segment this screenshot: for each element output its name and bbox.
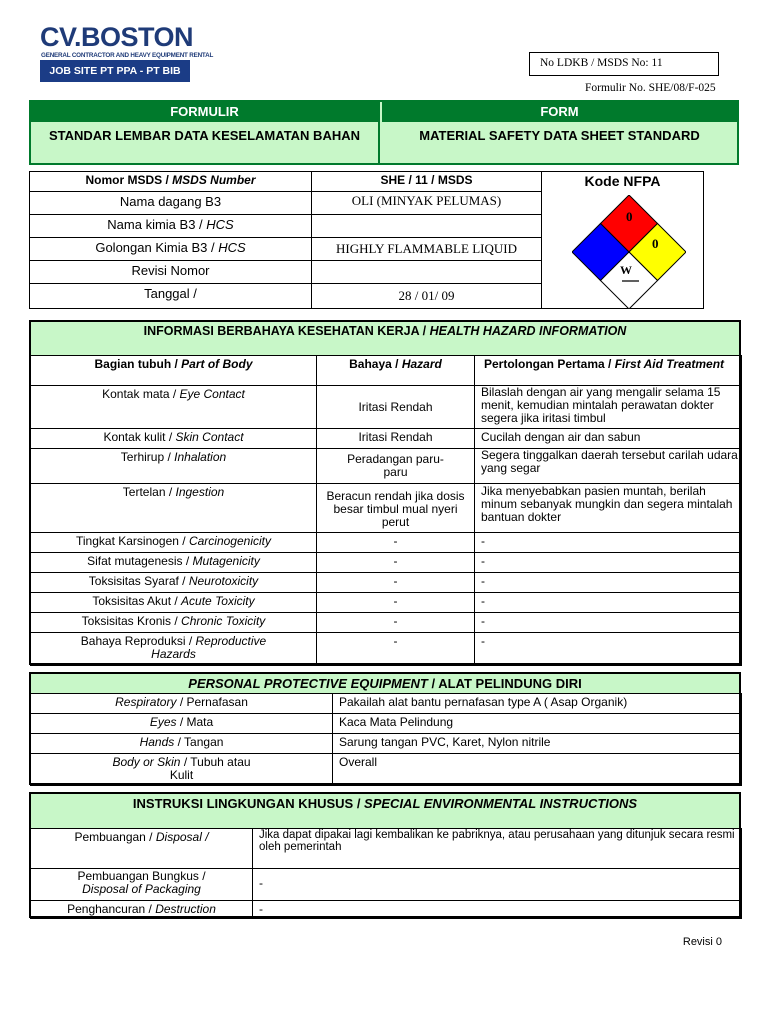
- aid-cell: Bilaslah dengan air yang mengalir selama 15 menit, kemudian mintalah perawatan dokter segera jika iritasi timbul: [475, 386, 742, 429]
- msds-number-label: Nomor MSDS / MSDS Number: [30, 172, 312, 192]
- header-right-title: MATERIAL SAFETY DATA SHEET STANDARD: [419, 128, 700, 143]
- env-value: -: [253, 869, 742, 901]
- company-logo: [40, 22, 214, 88]
- hazard-cell: Iritasi Rendah: [317, 429, 475, 449]
- hazard-cell: Iritasi Rendah: [317, 386, 475, 429]
- environmental-section: [29, 792, 741, 918]
- table-row: [31, 754, 742, 786]
- table-row: [31, 869, 742, 901]
- header-left-caption: FORMULIR: [31, 102, 378, 122]
- ldkb-number-box: No LDKB / MSDS No: 11: [529, 52, 719, 76]
- hazard-cell: -: [317, 593, 475, 613]
- aid-cell: Cucilah dengan air dan sabun: [475, 429, 742, 449]
- env-label: Pembuangan / Disposal /: [31, 829, 253, 869]
- aid-cell: Jika menyebabkan pasien muntah, berilah minum sebanyak mungkin dan segera mintalah bantuan dokter: [475, 484, 742, 533]
- ppe-value: Kaca Mata Pelindung: [333, 714, 742, 734]
- header-left-title: STANDAR LEMBAR DATA KESELAMATAN BAHAN: [48, 128, 360, 143]
- part-cell: Kontak kulit / Skin Contact: [31, 429, 317, 449]
- col-header-part: Bagian tubuh / Part of Body: [31, 356, 317, 386]
- table-row: [31, 386, 742, 429]
- header-left: [31, 102, 380, 163]
- table-row: [31, 553, 742, 573]
- table-row: [31, 593, 742, 613]
- env-label: Pembuangan Bungkus / Disposal of Packaging: [31, 869, 253, 901]
- ppe-value: Pakailah alat bantu pernafasan type A ( Asap Organik): [333, 694, 742, 714]
- header-right-caption: FORM: [382, 102, 737, 122]
- msds-row-value: HIGHLY FLAMMABLE LIQUID: [312, 238, 542, 261]
- hazard-cell: Beracun rendah jika dosis besar timbul mual nyeri perut: [317, 484, 475, 533]
- hazard-cell: -: [317, 533, 475, 553]
- part-cell: Tertelan / Ingestion: [31, 484, 317, 533]
- col-header-hazard: Bahaya / Hazard: [317, 356, 475, 386]
- table-row: [31, 694, 742, 714]
- hazard-cell: -: [317, 553, 475, 573]
- aid-cell: -: [475, 553, 742, 573]
- health-hazard-title: INFORMASI BERBAHAYA KESEHATAN KERJA / HEALTH HAZARD INFORMATION: [31, 322, 739, 356]
- table-row: [31, 829, 742, 869]
- aid-cell: Segera tinggalkan daerah tersebut carilah udara yang segar: [475, 449, 742, 484]
- ppe-table: [30, 693, 742, 786]
- health-hazard-section: [29, 320, 741, 665]
- ppe-title: PERSONAL PROTECTIVE EQUIPMENT / ALAT PELINDUNG DIRI: [31, 674, 739, 694]
- col-header-aid: Pertolongan Pertama / First Aid Treatment: [475, 356, 742, 386]
- revision-footer: Revisi 0: [682, 936, 722, 948]
- form-number: Formulir No. SHE/08/F-025: [585, 82, 716, 94]
- msds-number-value: SHE / 11 / MSDS: [312, 172, 542, 192]
- logo-site-banner: JOB SITE PT PPA - PT BIB: [40, 60, 190, 82]
- table-row: [31, 734, 742, 754]
- part-cell: Sifat mutagenesis / Mutagenicity: [31, 553, 317, 573]
- nfpa-label: Kode NFPA: [584, 173, 661, 189]
- msds-row-value: 28 / 01/ 09: [312, 284, 542, 309]
- env-label: Penghancuran / Destruction: [31, 901, 253, 919]
- msds-row-label: Revisi Nomor: [30, 261, 312, 284]
- aid-cell: -: [475, 633, 742, 666]
- part-cell: Kontak mata / Eye Contact: [31, 386, 317, 429]
- nfpa-special-value: W: [620, 263, 632, 277]
- environmental-table: [30, 828, 742, 919]
- table-row: [31, 533, 742, 553]
- msds-row-label: Tanggal /: [30, 284, 312, 309]
- nfpa-fire-value: 0: [626, 209, 633, 224]
- msds-row-label: Nama dagang B3: [30, 192, 312, 215]
- logo-tagline: GENERAL CONTRACTOR AND HEAVY EQUIPMENT RENTAL: [41, 52, 214, 59]
- msds-row-value: [312, 215, 542, 238]
- part-cell: Tingkat Karsinogen / Carcinogenicity: [31, 533, 317, 553]
- env-value: -: [253, 901, 742, 919]
- table-row: [31, 613, 742, 633]
- msds-row-label: Nama kimia B3 / HCS: [30, 215, 312, 238]
- ppe-section: [29, 672, 741, 785]
- aid-cell: -: [475, 533, 742, 553]
- hazard-cell: Peradangan paru-paru: [317, 449, 475, 484]
- ppe-label: Hands / Tangan: [31, 734, 333, 754]
- table-row: [31, 429, 742, 449]
- hazard-cell: -: [317, 613, 475, 633]
- table-row: [31, 484, 742, 533]
- aid-cell: -: [475, 593, 742, 613]
- msds-row-value: [312, 261, 542, 284]
- ppe-label: Eyes / Mata: [31, 714, 333, 734]
- nfpa-reactivity-value: 0: [652, 236, 659, 251]
- environmental-title: INSTRUKSI LINGKUNGAN KHUSUS / SPECIAL ENVIRONMENTAL INSTRUCTIONS: [31, 794, 739, 829]
- part-cell: Toksisitas Syaraf / Neurotoxicity: [31, 573, 317, 593]
- health-hazard-table: [30, 355, 742, 666]
- env-value: Jika dapat dipakai lagi kembalikan ke pabriknya, atau perusahaan yang ditunjuk secara resmi oleh pemerintah: [253, 829, 742, 869]
- part-cell: Terhirup / Inhalation: [31, 449, 317, 484]
- table-row: [31, 573, 742, 593]
- logo-brand: CV.BOSTON: [40, 22, 194, 52]
- ppe-label: Body or Skin / Tubuh atau Kulit: [31, 754, 333, 786]
- ppe-label: Respiratory / Pernafasan: [31, 694, 333, 714]
- table-row: [31, 714, 742, 734]
- table-row: [31, 633, 742, 666]
- header-right: [382, 102, 737, 163]
- ppe-value: Sarung tangan PVC, Karet, Nylon nitrile: [333, 734, 742, 754]
- nfpa-diamond: [572, 195, 686, 309]
- hazard-cell: -: [317, 573, 475, 593]
- msds-row-value: OLI (MINYAK PELUMAS): [312, 192, 542, 215]
- part-cell: Bahaya Reproduksi / Reproductive Hazards: [31, 633, 317, 666]
- form-header: [29, 100, 739, 165]
- part-cell: Toksisitas Kronis / Chronic Toxicity: [31, 613, 317, 633]
- msds-row-label: Golongan Kimia B3 / HCS: [30, 238, 312, 261]
- part-cell: Toksisitas Akut / Acute Toxicity: [31, 593, 317, 613]
- ppe-value: Overall: [333, 754, 742, 786]
- aid-cell: -: [475, 613, 742, 633]
- hazard-cell: -: [317, 633, 475, 666]
- table-row: [31, 901, 742, 919]
- aid-cell: -: [475, 573, 742, 593]
- table-row: [31, 449, 742, 484]
